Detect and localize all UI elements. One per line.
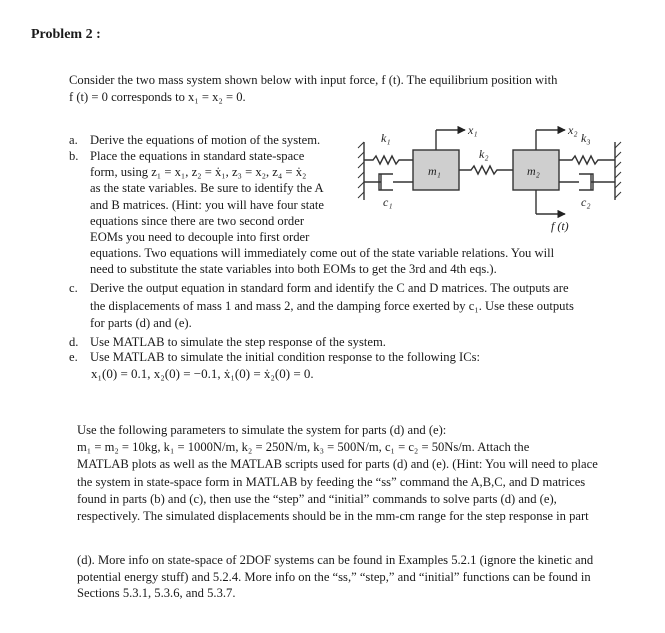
label-k2: k₂ xyxy=(479,147,489,161)
item-d-label: d. xyxy=(69,335,79,349)
x2-arrow xyxy=(536,130,565,150)
initial-conditions: x₁(0) = 0.1, x₂(0) = −0.1, ẋ₁(0) = ẋ₂(0) = 0. xyxy=(91,366,314,381)
parameters-paragraph xyxy=(77,422,637,525)
item-c-text xyxy=(90,280,620,333)
reference-note xyxy=(77,552,637,602)
label-x2: x₂ xyxy=(568,123,578,137)
note-line: Sections 5.3.1, 5.3.6, and 5.3.7. xyxy=(77,586,236,600)
spring-k2 xyxy=(459,166,513,174)
left-wall-hatch xyxy=(358,142,364,198)
x1-arrow xyxy=(436,130,465,150)
problem-intro xyxy=(69,72,629,106)
note-line: (d). More info on state-space of 2DOF systems can be found in Examples 5.2.1 (ignore the kinetic and xyxy=(77,553,594,567)
label-c1: c₁ xyxy=(383,195,393,209)
item-b-line: as the state variables. Be sure to identify the A xyxy=(90,181,324,196)
label-m1: m₁ xyxy=(428,164,441,178)
item-b-label: b. xyxy=(69,149,79,163)
spring-k1 xyxy=(364,156,413,164)
item-e-label: e. xyxy=(69,350,78,364)
damper-c2 xyxy=(559,174,615,190)
params-line: m₁ = m₂ = 10kg, k₁ = 1000N/m, k₂ = 250N/m, k₃ = 500N/m, c₁ = c₂ = 50Ns/m. Attach the xyxy=(77,440,530,455)
params-line: Use the following parameters to simulate the system for parts (d) and (e): xyxy=(77,423,447,437)
item-a-text: Derive the equations of motion of the system. xyxy=(90,133,321,147)
label-m2: m₂ xyxy=(527,164,540,178)
params-line: the system in state-space form in MATLAB by feeding the “ss” command the A,B,C, and D matrices xyxy=(77,474,586,489)
problem-heading: Problem 2 : xyxy=(31,27,101,42)
item-c-line: the displacements of mass 1 and mass 2, and the damping force exerted by c₁. Use these outputs xyxy=(90,298,574,313)
item-b-line: equations. Two equations will immediately come out of the state variable relations. You will xyxy=(90,246,555,261)
item-c-line: for parts (d) and (e). xyxy=(90,316,192,330)
spring-k3 xyxy=(559,156,615,164)
label-k1: k₁ xyxy=(381,131,391,145)
item-a-label: a. xyxy=(69,133,78,147)
force-arrow xyxy=(536,190,565,214)
damper-c1 xyxy=(364,174,413,190)
params-line: respectively. The simulated displacements should be in the mm-cm range for the step response in part xyxy=(77,509,589,524)
label-x1: x₁ xyxy=(468,123,478,137)
intro-line-2: f (t) = 0 corresponds to x₁ = x₂ = 0. xyxy=(69,90,246,104)
item-b-line: and B matrices. (Hint: you will have four state xyxy=(90,197,324,212)
item-c-label: c. xyxy=(69,281,78,295)
item-b-line: form, using z₁ = x₁, z₂ = ẋ₁, z₃ = x₂, z₄ = ẋ₂ xyxy=(90,165,307,180)
item-e-text: Use MATLAB to simulate the initial condition response to the following ICs: xyxy=(90,350,481,364)
label-c2: c₂ xyxy=(581,195,591,209)
item-b-line: equations since there are two second order xyxy=(90,213,305,228)
intro-line-1: Consider the two mass system shown below with input force, f (t). The equilibrium position with xyxy=(69,73,558,87)
item-b-line: Place the equations in standard state-space xyxy=(90,149,305,163)
params-line: MATLAB plots as well as the MATLAB scripts used for parts (d) and (e). (Hint: You will need to place xyxy=(77,457,598,472)
item-d-text: Use MATLAB to simulate the step response of the system. xyxy=(90,335,386,349)
item-b-line: EOMs you need to decouple into first order xyxy=(90,230,310,245)
label-force: f (t) xyxy=(551,219,569,233)
params-line: found in parts (b) and (c), then use the “step” and “initial” commands to solve parts (d) and (e), xyxy=(77,491,557,506)
right-wall-hatch xyxy=(615,142,621,198)
label-k3: k₃ xyxy=(581,131,591,145)
item-b-line: need to substitute the state variables into both EOMs to get the 3rd and 4th eqs.). xyxy=(90,262,497,277)
note-line: potential energy stuff) and 5.2.4. More info on the “ss,” “step,” and “initial” functions can be found in xyxy=(77,569,591,584)
item-c-line: Derive the output equation in standard form and identify the C and D matrices. The outputs are xyxy=(90,281,569,295)
two-mass-system-diagram xyxy=(355,118,625,238)
